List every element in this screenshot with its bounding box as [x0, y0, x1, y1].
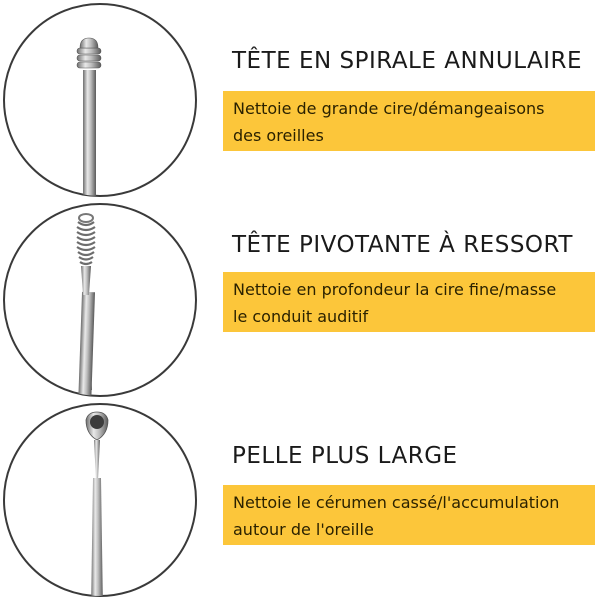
feature-wide-scoop	[0, 400, 600, 600]
feature-title: TÊTE EN SPIRALE ANNULAIRE	[232, 48, 583, 74]
spring-head-icon	[0, 200, 200, 400]
spiral-ring-head-icon	[0, 0, 200, 200]
description-line: Nettoie le cérumen cassé/l'accumulation	[233, 493, 560, 512]
description-line: Nettoie en profondeur la cire fine/masse	[233, 280, 557, 299]
description-box	[223, 91, 595, 151]
description-line: des oreilles	[233, 126, 324, 145]
feature-title: PELLE PLUS LARGE	[232, 443, 458, 469]
description-box	[223, 485, 595, 545]
description-line: Nettoie de grande cire/démangeaisons	[233, 99, 545, 118]
feature-title: TÊTE PIVOTANTE À RESSORT	[232, 232, 573, 258]
feature-spring-head	[0, 200, 600, 400]
feature-spiral-ring-head	[0, 0, 600, 200]
wide-scoop-head-icon	[0, 400, 200, 600]
description-line: le conduit auditif	[233, 307, 369, 326]
description-box	[223, 272, 595, 332]
description-line: autour de l'oreille	[233, 520, 374, 539]
